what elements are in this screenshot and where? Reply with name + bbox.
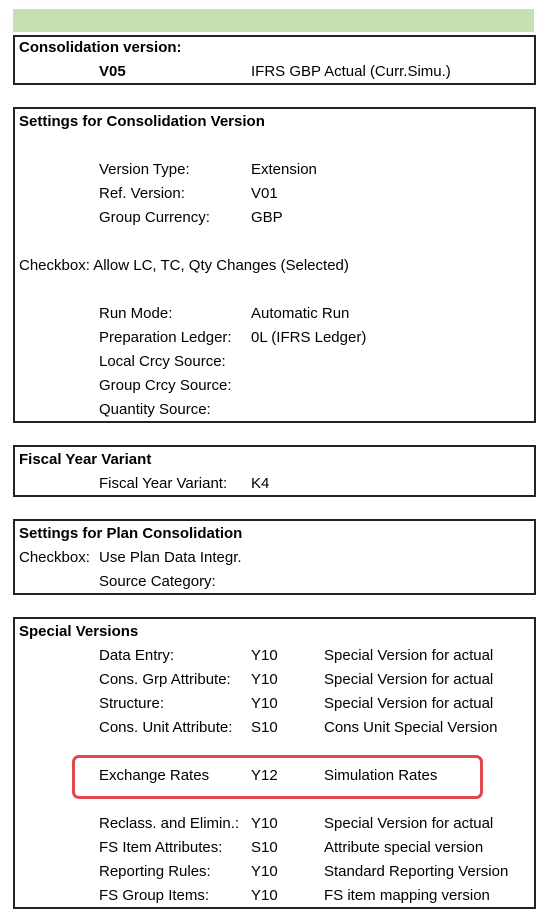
special-row-code: S10 — [251, 839, 278, 856]
special-row-label: Reporting Rules: — [99, 863, 211, 880]
special-row-code: Y10 — [251, 887, 278, 904]
header-color-bar — [13, 9, 534, 32]
exchange-rates-desc: Simulation Rates — [324, 767, 438, 784]
version-code: V05 — [99, 63, 126, 80]
group-crcy-source-label: Group Crcy Source: — [99, 377, 232, 394]
fiscal-year-label: Fiscal Year Variant: — [99, 475, 228, 492]
version-description: IFRS GBP Actual (Curr.Simu.) — [251, 63, 451, 80]
version-type-label: Version Type: — [99, 161, 190, 178]
consolidation-version-title: Consolidation version: — [19, 39, 182, 56]
special-row-label: Reclass. and Elimin.: — [99, 815, 240, 832]
quantity-source-label: Quantity Source: — [99, 401, 211, 418]
special-row-desc: Special Version for actual — [324, 647, 494, 664]
group-currency-label: Group Currency: — [99, 209, 210, 226]
special-row-code: Y10 — [251, 647, 278, 664]
special-row-code: S10 — [251, 719, 278, 736]
plan-checkbox-prefix: Checkbox: — [19, 549, 90, 566]
ref-version-value: V01 — [251, 185, 278, 202]
fiscal-year-title: Fiscal Year Variant — [19, 451, 152, 468]
special-row-code: Y10 — [251, 671, 278, 688]
special-row-desc: Special Version for actual — [324, 671, 494, 688]
group-currency-value: GBP — [251, 209, 283, 226]
special-row-label: FS Item Attributes: — [99, 839, 223, 856]
special-row-desc: Special Version for actual — [324, 815, 494, 832]
allow-changes-checkbox-text: Checkbox: Allow LC, TC, Qty Changes (Selected) — [19, 257, 349, 274]
special-row-label: FS Group Items: — [99, 887, 210, 904]
fiscal-year-value: K4 — [251, 475, 270, 492]
special-row-code: Y10 — [251, 695, 278, 712]
source-category-label: Source Category: — [99, 573, 216, 590]
special-row-label: Data Entry: — [99, 647, 175, 664]
special-row-code: Y10 — [251, 815, 278, 832]
run-mode-value: Automatic Run — [251, 305, 350, 322]
plan-consolidation-title: Settings for Plan Consolidation — [19, 525, 243, 542]
plan-checkbox-text: Use Plan Data Integr. — [99, 549, 242, 566]
special-row-desc: Attribute special version — [324, 839, 484, 856]
special-row-label: Cons. Unit Attribute: — [99, 719, 233, 736]
local-crcy-source-label: Local Crcy Source: — [99, 353, 226, 370]
settings-title: Settings for Consolidation Version — [19, 113, 265, 130]
run-mode-label: Run Mode: — [99, 305, 173, 322]
prep-ledger-value: 0L (IFRS Ledger) — [251, 329, 367, 346]
ref-version-label: Ref. Version: — [99, 185, 185, 202]
special-row-desc: Special Version for actual — [324, 695, 494, 712]
special-row-label: Structure: — [99, 695, 165, 712]
special-row-label: Cons. Grp Attribute: — [99, 671, 231, 688]
special-row-desc: Standard Reporting Version — [324, 863, 509, 880]
exchange-rates-code: Y12 — [251, 767, 278, 784]
special-row-desc: Cons Unit Special Version — [324, 719, 498, 736]
special-versions-title: Special Versions — [19, 623, 139, 640]
special-row-code: Y10 — [251, 863, 278, 880]
prep-ledger-label: Preparation Ledger: — [99, 329, 232, 346]
version-type-value: Extension — [251, 161, 317, 178]
special-row-desc: FS item mapping version — [324, 887, 490, 904]
exchange-rates-label: Exchange Rates — [99, 767, 210, 784]
